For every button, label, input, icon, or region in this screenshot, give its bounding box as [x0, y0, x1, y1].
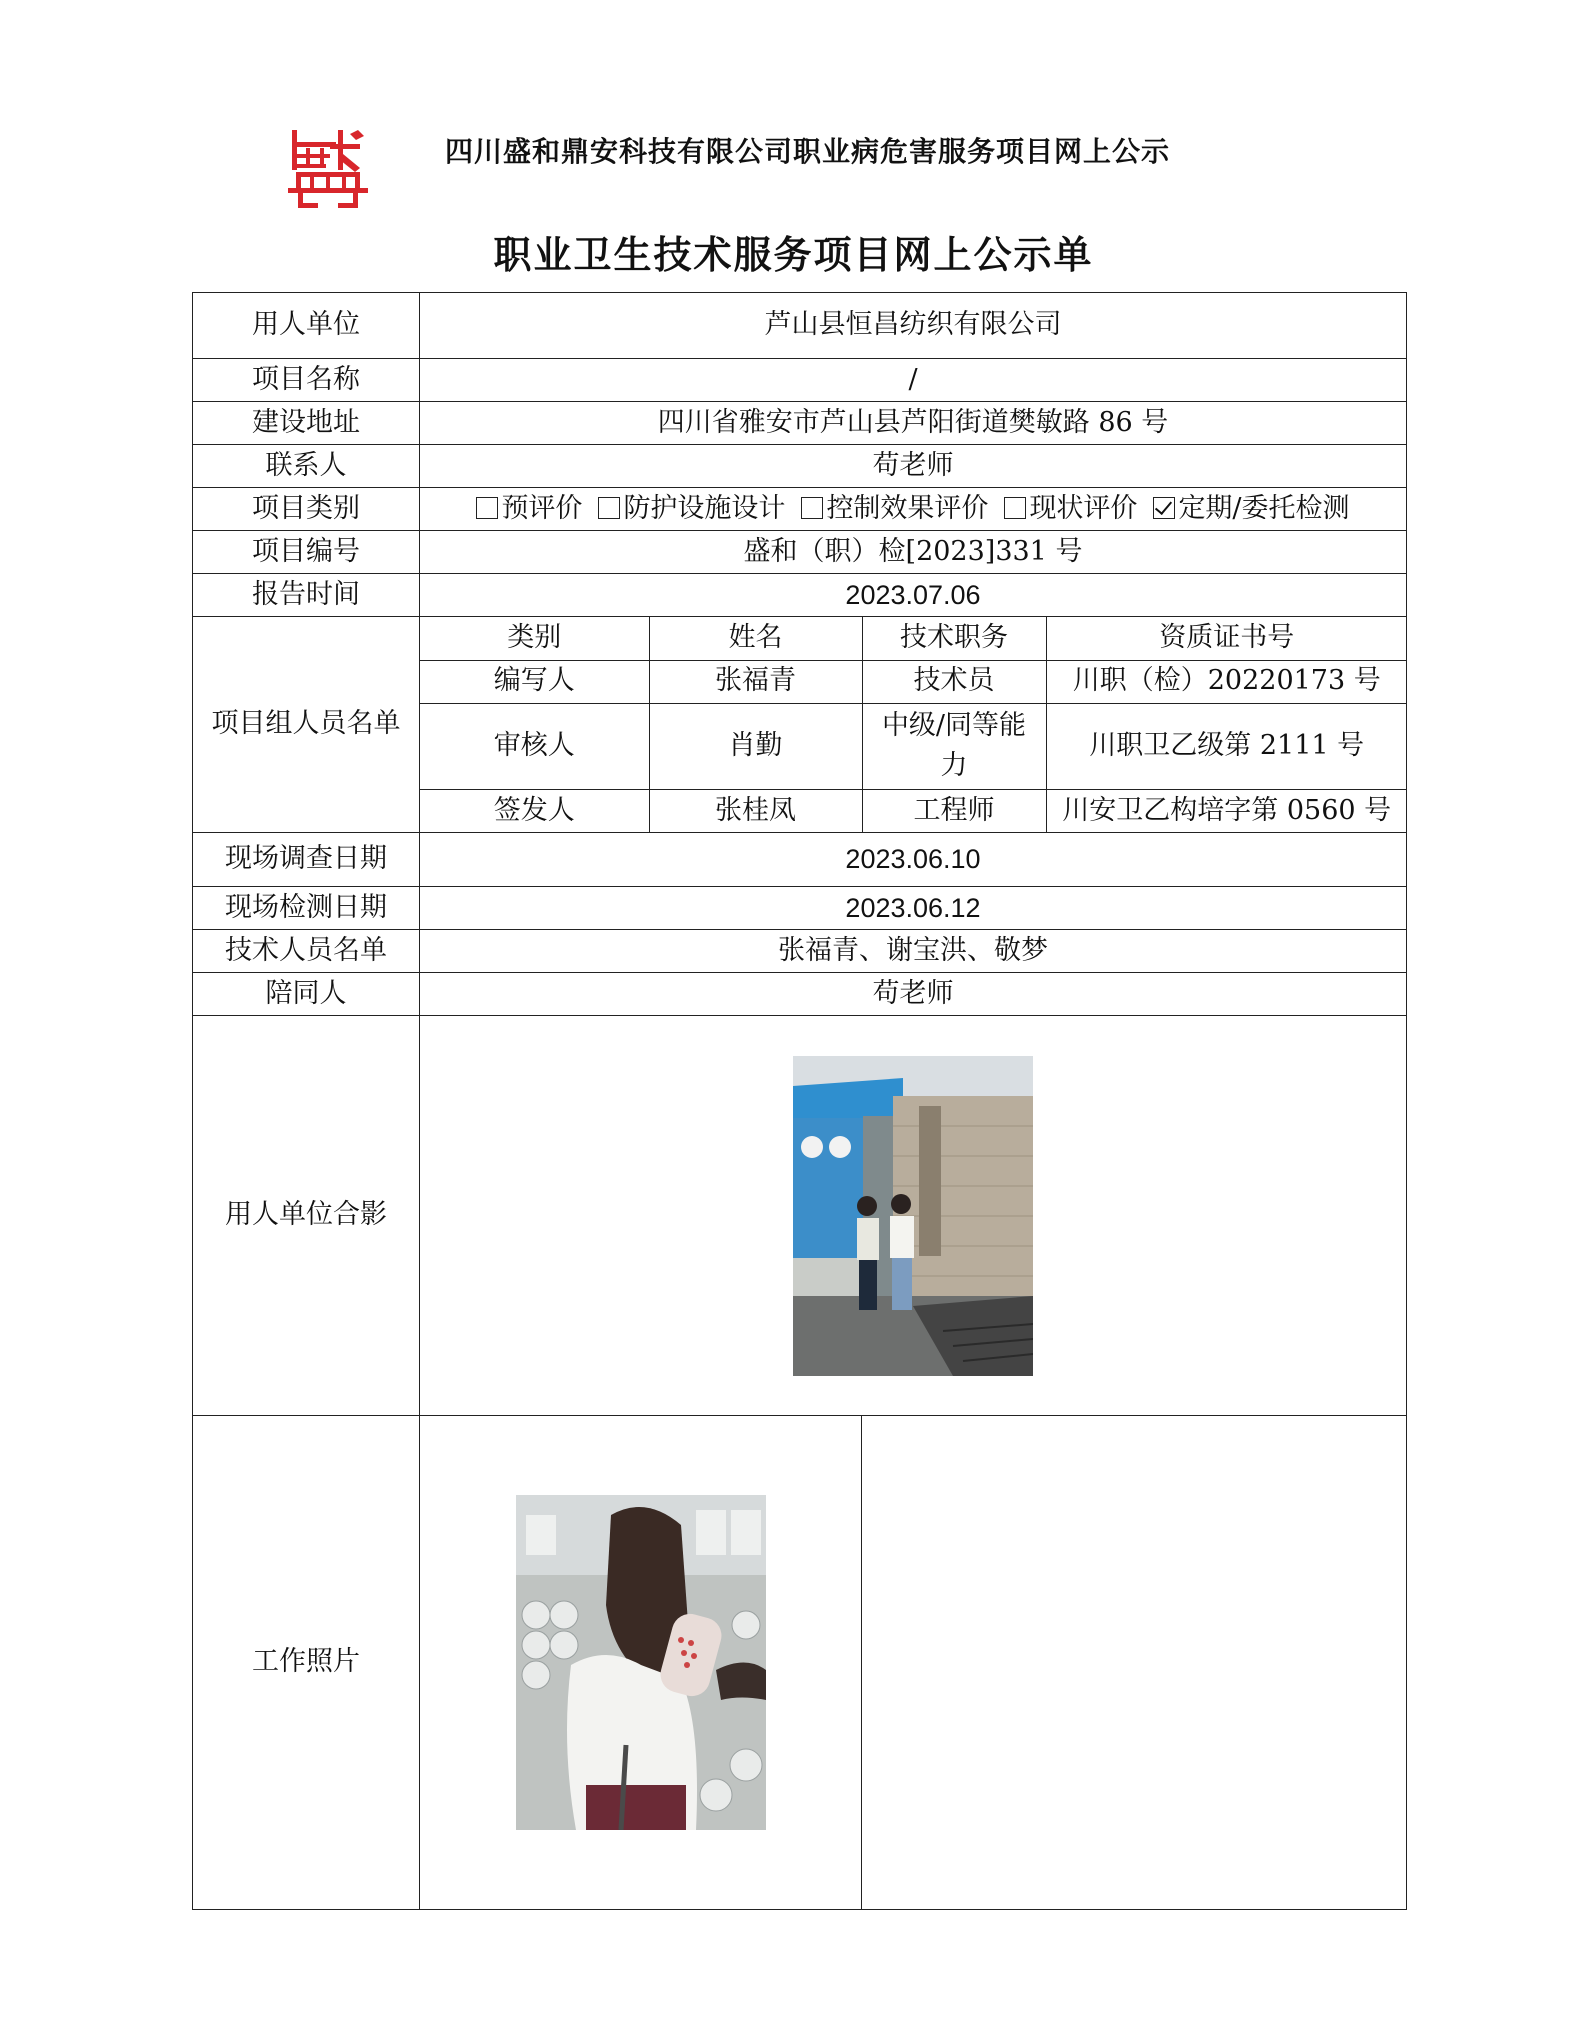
value-survey-date: 2023.06.10 — [420, 833, 1407, 887]
value-project-name: / — [420, 359, 1407, 402]
value-contact: 苟老师 — [420, 445, 1407, 488]
row-technicians — [193, 930, 1407, 973]
document-title: 职业卫生技术服务项目网上公示单 — [493, 232, 1094, 277]
member-role: 审核人 — [420, 703, 649, 789]
label-category: 项目类别 — [193, 488, 420, 531]
label-test-date: 现场检测日期 — [193, 887, 420, 930]
member-role: 编写人 — [420, 660, 649, 703]
label-group-photo: 用人单位合影 — [193, 1016, 420, 1416]
label-employer: 用人单位 — [193, 293, 420, 359]
category-option-pre-eval: 预评价 — [476, 493, 582, 524]
label-companion: 陪同人 — [193, 973, 420, 1016]
table-row — [420, 789, 1407, 832]
row-team — [193, 617, 1407, 833]
checkbox-icon — [1004, 497, 1026, 519]
member-title: 中级/同等能力 — [862, 703, 1046, 789]
team-header-row — [420, 617, 1407, 660]
member-cert: 川职卫乙级第 2111 号 — [1046, 703, 1407, 789]
team-header-title: 技术职务 — [862, 617, 1046, 660]
label-technicians: 技术人员名单 — [193, 930, 420, 973]
row-contact — [193, 445, 1407, 488]
disclosure-form — [192, 292, 1407, 1910]
table-row — [420, 660, 1407, 703]
checkbox-checked-icon — [1153, 497, 1175, 519]
company-title: 四川盛和鼎安科技有限公司职业病危害服务项目网上公示 — [445, 135, 1171, 168]
label-project-name: 项目名称 — [193, 359, 420, 402]
value-companion: 苟老师 — [420, 973, 1407, 1016]
row-group-photo — [193, 1016, 1407, 1416]
label-report-date: 报告时间 — [193, 574, 420, 617]
label-contact: 联系人 — [193, 445, 420, 488]
team-header-name: 姓名 — [649, 617, 862, 660]
table-row — [420, 703, 1407, 789]
label-survey-date: 现场调查日期 — [193, 833, 420, 887]
row-companion — [193, 973, 1407, 1016]
value-technicians: 张福青、谢宝洪、敬梦 — [420, 930, 1407, 973]
row-survey-date — [193, 833, 1407, 887]
value-employer: 芦山县恒昌纺织有限公司 — [420, 293, 1407, 359]
team-header-cert: 资质证书号 — [1046, 617, 1407, 660]
label-project-no: 项目编号 — [193, 531, 420, 574]
work-photo — [516, 1495, 766, 1830]
member-role: 签发人 — [420, 789, 649, 832]
member-name: 张桂凤 — [649, 789, 862, 832]
work-photo-cell-2 — [862, 1416, 1407, 1910]
checkbox-icon — [801, 497, 823, 519]
checkbox-icon — [476, 497, 498, 519]
work-photo-cell-1 — [420, 1416, 862, 1910]
company-logo — [288, 130, 368, 208]
logo-char: 盛 — [328, 170, 329, 171]
member-name: 肖勤 — [649, 703, 862, 789]
row-category — [193, 488, 1407, 531]
group-photo — [793, 1056, 1033, 1376]
category-option-protection-design: 防护设施设计 — [598, 493, 785, 524]
row-employer — [193, 293, 1407, 359]
category-option-status-eval: 现状评价 — [1004, 493, 1137, 524]
row-project-name — [193, 359, 1407, 402]
team-table-cell — [420, 617, 1407, 833]
row-test-date — [193, 887, 1407, 930]
category-options — [420, 488, 1407, 531]
value-report-date: 2023.07.06 — [420, 574, 1407, 617]
member-cert: 川安卫乙构培字第 0560 号 — [1046, 789, 1407, 832]
value-test-date: 2023.06.12 — [420, 887, 1407, 930]
member-title: 技术员 — [862, 660, 1046, 703]
member-cert: 川职（检）20220173 号 — [1046, 660, 1407, 703]
row-report-date — [193, 574, 1407, 617]
value-address: 四川省雅安市芦山县芦阳街道樊敏路 86 号 — [420, 402, 1407, 445]
label-address: 建设地址 — [193, 402, 420, 445]
category-option-periodic-test: 定期/委托检测 — [1153, 493, 1349, 524]
group-photo-cell — [420, 1016, 1407, 1416]
row-address — [193, 402, 1407, 445]
member-name: 张福青 — [649, 660, 862, 703]
value-project-no: 盛和（职）检[2023]331 号 — [420, 531, 1407, 574]
checkbox-icon — [598, 497, 620, 519]
member-title: 工程师 — [862, 789, 1046, 832]
team-header-role: 类别 — [420, 617, 649, 660]
category-option-control-eval: 控制效果评价 — [801, 493, 988, 524]
row-project-no — [193, 531, 1407, 574]
row-work-photos — [193, 1416, 1407, 1910]
team-table — [420, 617, 1407, 832]
label-team: 项目组人员名单 — [193, 617, 420, 833]
label-work-photos: 工作照片 — [193, 1416, 420, 1910]
